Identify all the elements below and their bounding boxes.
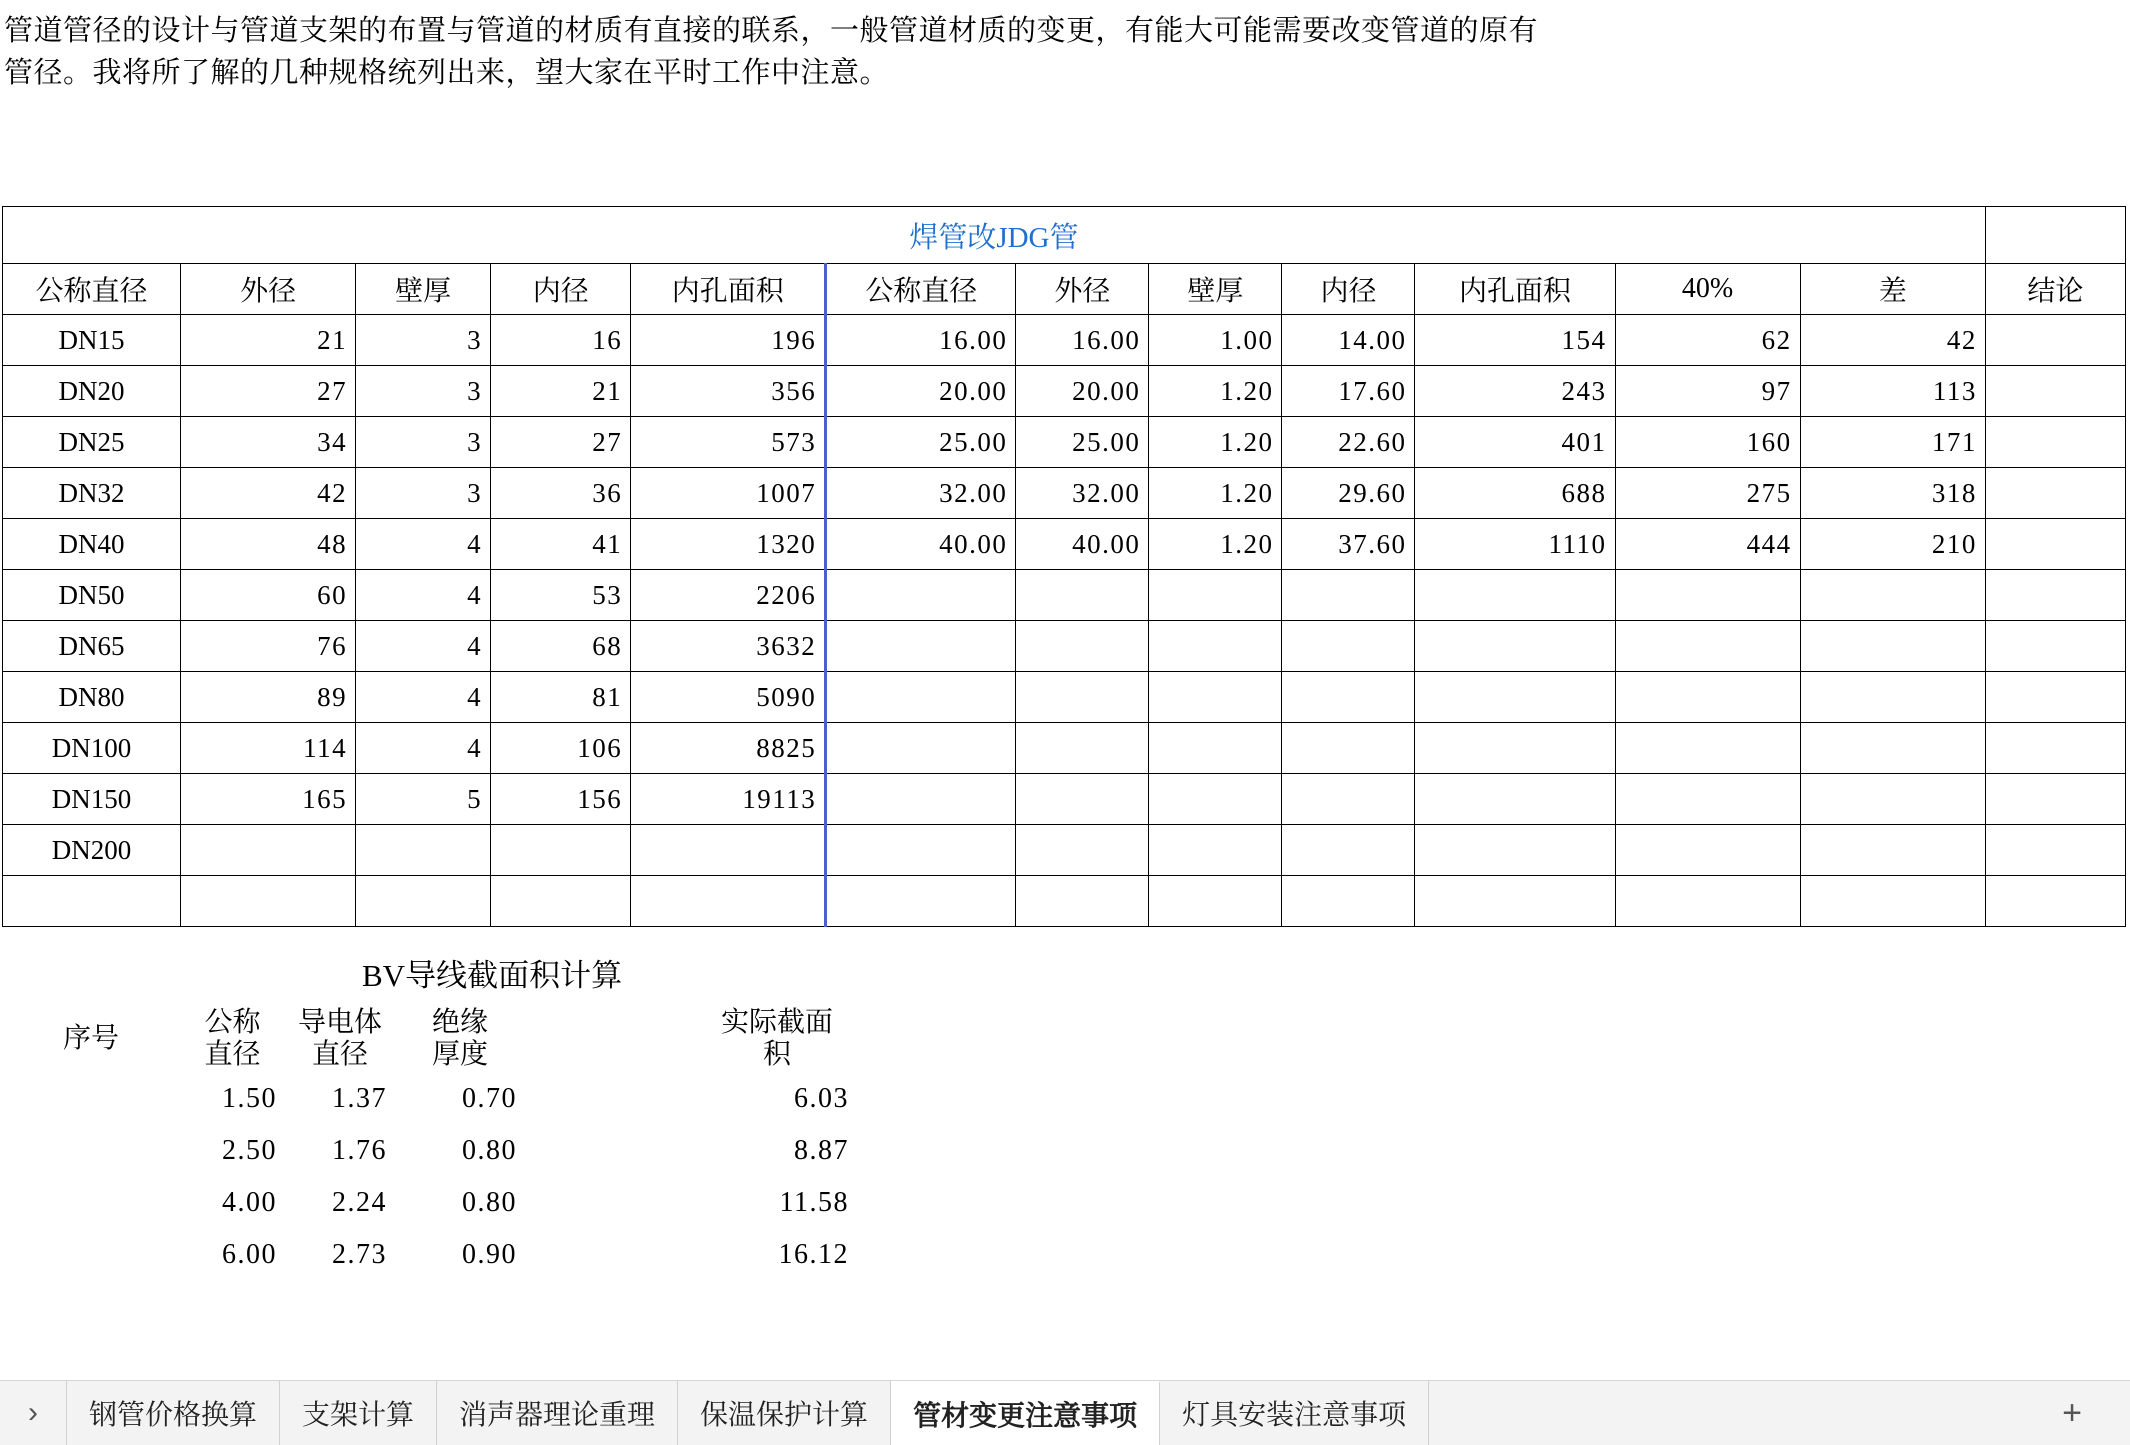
table-title-row xyxy=(3,207,2126,264)
sheet-tab-bar xyxy=(0,1380,2130,1445)
col-header-1: 外径 xyxy=(181,264,356,315)
cell-area: 356 xyxy=(631,366,826,417)
cell-area: 196 xyxy=(631,315,826,366)
bv-cell-actual-section: 6.03 xyxy=(794,1083,849,1115)
cell-wt2 xyxy=(1149,570,1282,621)
cell-id: 41 xyxy=(491,519,631,570)
cell-od2 xyxy=(1016,570,1149,621)
bv-row[interactable] xyxy=(2,1073,857,1125)
next-sheet-icon[interactable]: › xyxy=(28,1396,38,1429)
cell-dn2: 32.00 xyxy=(826,468,1016,519)
col-header-3: 内径 xyxy=(491,264,631,315)
cell-od2: 20.00 xyxy=(1016,366,1149,417)
cell-area: 5090 xyxy=(631,672,826,723)
bv-cell-nominal-dia: 6.00 xyxy=(222,1239,277,1271)
cell-conclusion xyxy=(1985,621,2125,672)
cell-dn2: 40.00 xyxy=(826,519,1016,570)
cell-area: 2206 xyxy=(631,570,826,621)
col-header-11: 差 xyxy=(1800,264,1985,315)
cell-conclusion xyxy=(1985,468,2125,519)
cell-id2: 17.60 xyxy=(1282,366,1415,417)
table-row[interactable] xyxy=(3,468,2126,519)
table-row[interactable] xyxy=(3,876,2126,927)
cell-conclusion xyxy=(1985,825,2125,876)
cell-wt2: 1.00 xyxy=(1149,315,1282,366)
intro-line-2: 管径。我将所了解的几种规格统列出来，望大家在平时工作中注意。 xyxy=(4,57,890,90)
col-header-7: 壁厚 xyxy=(1149,264,1282,315)
cell-wt xyxy=(356,876,491,927)
cell-od: 165 xyxy=(181,774,356,825)
bv-cell-actual-section: 16.12 xyxy=(778,1239,849,1271)
cell-id: 16 xyxy=(491,315,631,366)
cell-dn2 xyxy=(826,570,1016,621)
table-row[interactable] xyxy=(3,417,2126,468)
bv-cell-insulation: 0.80 xyxy=(462,1187,517,1219)
col-header-10: 40% xyxy=(1615,264,1800,315)
sheet-tab-muffler-theory[interactable]: 消声器理论重理 xyxy=(437,1381,678,1445)
col-header-5: 公称直径 xyxy=(826,264,1016,315)
bv-row[interactable] xyxy=(2,1229,857,1281)
cell-40 xyxy=(1615,774,1800,825)
table-row[interactable] xyxy=(3,825,2126,876)
cell-dn: DN100 xyxy=(3,723,181,774)
cell-od2 xyxy=(1016,672,1149,723)
cell-diff xyxy=(1800,876,1985,927)
bv-cell-insulation: 0.90 xyxy=(462,1239,517,1271)
main-grid xyxy=(2,206,2126,927)
bv-cell-insulation: 0.80 xyxy=(462,1135,517,1167)
bv-col-header-insulation-thickness xyxy=(395,1005,525,1073)
cell-wt: 3 xyxy=(356,315,491,366)
cell-diff xyxy=(1800,570,1985,621)
bv-cell-nominal-dia: 2.50 xyxy=(222,1135,277,1167)
bv-header-line-1: 导电体 xyxy=(297,1007,382,1038)
cell-dn2 xyxy=(826,672,1016,723)
bv-header-row xyxy=(2,1005,857,1073)
bv-cell-actual-section: 8.87 xyxy=(794,1135,849,1167)
cell-diff xyxy=(1800,621,1985,672)
cell-od: 48 xyxy=(181,519,356,570)
bv-header-line-1: 公称 xyxy=(204,1007,261,1038)
cell-area2: 688 xyxy=(1415,468,1615,519)
cell-area2 xyxy=(1415,621,1615,672)
bv-cell-conductor-dia: 1.76 xyxy=(332,1135,387,1167)
cell-od xyxy=(181,876,356,927)
cell-wt2: 1.20 xyxy=(1149,519,1282,570)
cell-diff: 171 xyxy=(1800,417,1985,468)
cell-diff: 42 xyxy=(1800,315,1985,366)
bv-row[interactable] xyxy=(2,1125,857,1177)
cell-area2 xyxy=(1415,723,1615,774)
cell-od xyxy=(181,825,356,876)
cell-od2 xyxy=(1016,774,1149,825)
cell-area2: 243 xyxy=(1415,366,1615,417)
cell-40: 275 xyxy=(1615,468,1800,519)
cell-dn2 xyxy=(826,723,1016,774)
bv-cell-conductor-dia: 2.24 xyxy=(332,1187,387,1219)
cell-od2 xyxy=(1016,621,1149,672)
cell-id2 xyxy=(1282,723,1415,774)
cell-diff xyxy=(1800,723,1985,774)
cell-40: 62 xyxy=(1615,315,1800,366)
cell-id2: 22.60 xyxy=(1282,417,1415,468)
cell-conclusion xyxy=(1985,570,2125,621)
cell-wt: 5 xyxy=(356,774,491,825)
cell-dn xyxy=(3,876,181,927)
cell-area: 8825 xyxy=(631,723,826,774)
bv-col-header-conductor-dia xyxy=(285,1005,395,1073)
cell-dn: DN50 xyxy=(3,570,181,621)
cell-diff xyxy=(1800,672,1985,723)
cell-od2 xyxy=(1016,876,1149,927)
cell-id: 21 xyxy=(491,366,631,417)
cell-wt: 4 xyxy=(356,672,491,723)
cell-od2 xyxy=(1016,825,1149,876)
cell-dn: DN40 xyxy=(3,519,181,570)
cell-dn: DN65 xyxy=(3,621,181,672)
bv-header-line-2: 积 xyxy=(762,1039,791,1071)
cell-od2: 32.00 xyxy=(1016,468,1149,519)
cell-area2: 154 xyxy=(1415,315,1615,366)
bv-cell-blank xyxy=(525,1177,697,1229)
col-header-4: 内孔面积 xyxy=(631,264,826,315)
cell-diff: 210 xyxy=(1800,519,1985,570)
cell-area2 xyxy=(1415,825,1615,876)
table-title: 焊管改JDG管 xyxy=(3,207,1986,264)
cell-40 xyxy=(1615,876,1800,927)
cell-id: 106 xyxy=(491,723,631,774)
cell-diff: 113 xyxy=(1800,366,1985,417)
cell-area: 19113 xyxy=(631,774,826,825)
cell-id: 68 xyxy=(491,621,631,672)
bv-header-line-1: 绝缘 xyxy=(431,1007,488,1038)
bv-cell-conductor-dia: 1.37 xyxy=(332,1083,387,1115)
bv-cell-nominal-dia: 1.50 xyxy=(222,1083,277,1115)
cell-od2 xyxy=(1016,723,1149,774)
cell-conclusion xyxy=(1985,315,2125,366)
cell-od: 42 xyxy=(181,468,356,519)
bv-col-header-actual-section xyxy=(697,1005,857,1073)
table-row[interactable] xyxy=(3,570,2126,621)
cell-id: 156 xyxy=(491,774,631,825)
cell-od: 114 xyxy=(181,723,356,774)
cell-area xyxy=(631,876,826,927)
cell-wt2 xyxy=(1149,621,1282,672)
cell-dn: DN80 xyxy=(3,672,181,723)
cell-40: 444 xyxy=(1615,519,1800,570)
bv-header-line-2: 直径 xyxy=(204,1039,261,1071)
bv-header-line-2: 直径 xyxy=(311,1039,368,1071)
cell-id xyxy=(491,825,631,876)
cell-wt: 4 xyxy=(356,570,491,621)
sheet-tab-support-calc[interactable]: 支架计算 xyxy=(280,1381,437,1445)
cell-wt: 3 xyxy=(356,417,491,468)
cell-area2 xyxy=(1415,672,1615,723)
col-header-9: 内孔面积 xyxy=(1415,264,1615,315)
cell-conclusion xyxy=(1985,876,2125,927)
col-header-6: 外径 xyxy=(1016,264,1149,315)
cell-wt: 4 xyxy=(356,621,491,672)
cell-area: 573 xyxy=(631,417,826,468)
cell-id2: 37.60 xyxy=(1282,519,1415,570)
bv-cell-blank xyxy=(525,1073,697,1125)
cell-od: 27 xyxy=(181,366,356,417)
cell-diff xyxy=(1800,825,1985,876)
cell-wt xyxy=(356,825,491,876)
bv-cell-index xyxy=(2,1125,180,1177)
sheet-tab-insulation-calc[interactable]: 保温保护计算 xyxy=(678,1381,891,1445)
bv-header-line-2: 厚度 xyxy=(431,1039,488,1071)
cell-dn2 xyxy=(826,876,1016,927)
cell-od2: 40.00 xyxy=(1016,519,1149,570)
cell-wt: 4 xyxy=(356,519,491,570)
cell-area2 xyxy=(1415,876,1615,927)
bv-cell-index xyxy=(2,1073,180,1125)
cell-conclusion xyxy=(1985,672,2125,723)
cell-id2 xyxy=(1282,876,1415,927)
cell-wt2 xyxy=(1149,825,1282,876)
sheet-tab-lamp-install-notes[interactable]: 灯具安装注意事项 xyxy=(1160,1381,1429,1445)
cell-area: 1007 xyxy=(631,468,826,519)
cell-40: 97 xyxy=(1615,366,1800,417)
cell-id: 36 xyxy=(491,468,631,519)
cell-area: 1320 xyxy=(631,519,826,570)
bv-cell-actual-section: 11.58 xyxy=(779,1187,849,1219)
bv-cell-blank xyxy=(525,1125,697,1177)
cell-dn2 xyxy=(826,774,1016,825)
bv-table-title: BV导线截面积计算 xyxy=(362,958,623,993)
col-header-12: 结论 xyxy=(1985,264,2125,315)
cell-diff: 318 xyxy=(1800,468,1985,519)
cell-conclusion xyxy=(1985,366,2125,417)
cell-id2: 29.60 xyxy=(1282,468,1415,519)
table-header-row xyxy=(3,264,2126,315)
sheet-tab-pipe-change-notes[interactable]: 管材变更注意事项 xyxy=(891,1381,1160,1445)
cell-diff xyxy=(1800,774,1985,825)
cell-od2: 25.00 xyxy=(1016,417,1149,468)
col-header-8: 内径 xyxy=(1282,264,1415,315)
cell-dn2 xyxy=(826,825,1016,876)
table-row[interactable] xyxy=(3,621,2126,672)
cell-id2 xyxy=(1282,621,1415,672)
bv-col-header-index: 序号 xyxy=(62,1023,119,1055)
bv-cell-index xyxy=(2,1177,180,1229)
cell-id: 27 xyxy=(491,417,631,468)
cell-od: 89 xyxy=(181,672,356,723)
table-row[interactable] xyxy=(3,672,2126,723)
cell-od: 76 xyxy=(181,621,356,672)
bv-col-header-nominal-dia xyxy=(180,1005,285,1073)
cell-area2: 1110 xyxy=(1415,519,1615,570)
bv-cell-blank xyxy=(525,1229,697,1281)
cell-id: 53 xyxy=(491,570,631,621)
cell-dn2: 20.00 xyxy=(826,366,1016,417)
cell-wt: 4 xyxy=(356,723,491,774)
bv-header-line-1: 实际截面 xyxy=(720,1007,833,1038)
cell-wt: 3 xyxy=(356,468,491,519)
cell-id xyxy=(491,876,631,927)
cell-area2 xyxy=(1415,570,1615,621)
cell-conclusion xyxy=(1985,774,2125,825)
cell-40 xyxy=(1615,672,1800,723)
cell-od: 60 xyxy=(181,570,356,621)
cell-40 xyxy=(1615,723,1800,774)
cell-dn: DN20 xyxy=(3,366,181,417)
cell-wt: 3 xyxy=(356,366,491,417)
cell-dn2 xyxy=(826,621,1016,672)
cell-wt2 xyxy=(1149,672,1282,723)
cell-area xyxy=(631,825,826,876)
bv-col-header-blank xyxy=(525,1005,697,1073)
cell-dn: DN200 xyxy=(3,825,181,876)
table-row[interactable] xyxy=(3,519,2126,570)
cell-wt2 xyxy=(1149,876,1282,927)
cell-wt2 xyxy=(1149,774,1282,825)
cell-wt2: 1.20 xyxy=(1149,468,1282,519)
cell-40 xyxy=(1615,570,1800,621)
cell-od2: 16.00 xyxy=(1016,315,1149,366)
bv-cell-nominal-dia: 4.00 xyxy=(222,1187,277,1219)
pipe-conversion-table xyxy=(2,206,2126,927)
bv-wire-section xyxy=(2,950,1002,1281)
cell-40 xyxy=(1615,825,1800,876)
cell-area: 3632 xyxy=(631,621,826,672)
cell-id2 xyxy=(1282,570,1415,621)
cell-wt2: 1.20 xyxy=(1149,366,1282,417)
cell-40 xyxy=(1615,621,1800,672)
cell-dn2: 16.00 xyxy=(826,315,1016,366)
table-row[interactable] xyxy=(3,315,2126,366)
cell-wt2: 1.20 xyxy=(1149,417,1282,468)
cell-dn2: 25.00 xyxy=(826,417,1016,468)
cell-od: 21 xyxy=(181,315,356,366)
col-header-0: 公称直径 xyxy=(3,264,181,315)
col-header-2: 壁厚 xyxy=(356,264,491,315)
sheet-tab-steel-pipe-price[interactable]: 钢管价格换算 xyxy=(66,1381,280,1445)
cell-dn: DN32 xyxy=(3,468,181,519)
table-row[interactable] xyxy=(3,723,2126,774)
bv-grid xyxy=(2,1005,857,1281)
cell-conclusion xyxy=(1985,723,2125,774)
cell-od: 34 xyxy=(181,417,356,468)
bv-cell-insulation: 0.70 xyxy=(462,1083,517,1115)
add-sheet-icon[interactable]: + xyxy=(2062,1393,2082,1432)
cell-wt2 xyxy=(1149,723,1282,774)
bv-row[interactable] xyxy=(2,1177,857,1229)
cell-conclusion xyxy=(1985,417,2125,468)
cell-dn: DN25 xyxy=(3,417,181,468)
cell-area2: 401 xyxy=(1415,417,1615,468)
bv-cell-index xyxy=(2,1229,180,1281)
table-row[interactable] xyxy=(3,774,2126,825)
table-row[interactable] xyxy=(3,366,2126,417)
title-row-spacer xyxy=(1985,207,2125,264)
cell-id2 xyxy=(1282,774,1415,825)
cell-40: 160 xyxy=(1615,417,1800,468)
cell-conclusion xyxy=(1985,519,2125,570)
cell-id2 xyxy=(1282,672,1415,723)
cell-dn: DN15 xyxy=(3,315,181,366)
bv-cell-conductor-dia: 2.73 xyxy=(332,1239,387,1271)
intro-paragraph xyxy=(0,0,2130,94)
cell-dn: DN150 xyxy=(3,774,181,825)
cell-area2 xyxy=(1415,774,1615,825)
cell-id2 xyxy=(1282,825,1415,876)
cell-id: 81 xyxy=(491,672,631,723)
intro-line-1: 管道管径的设计与管道支架的布置与管道的材质有直接的联系，一般管道材质的变更，有能大可能需要改变管道的原有 xyxy=(4,15,1539,47)
cell-id2: 14.00 xyxy=(1282,315,1415,366)
